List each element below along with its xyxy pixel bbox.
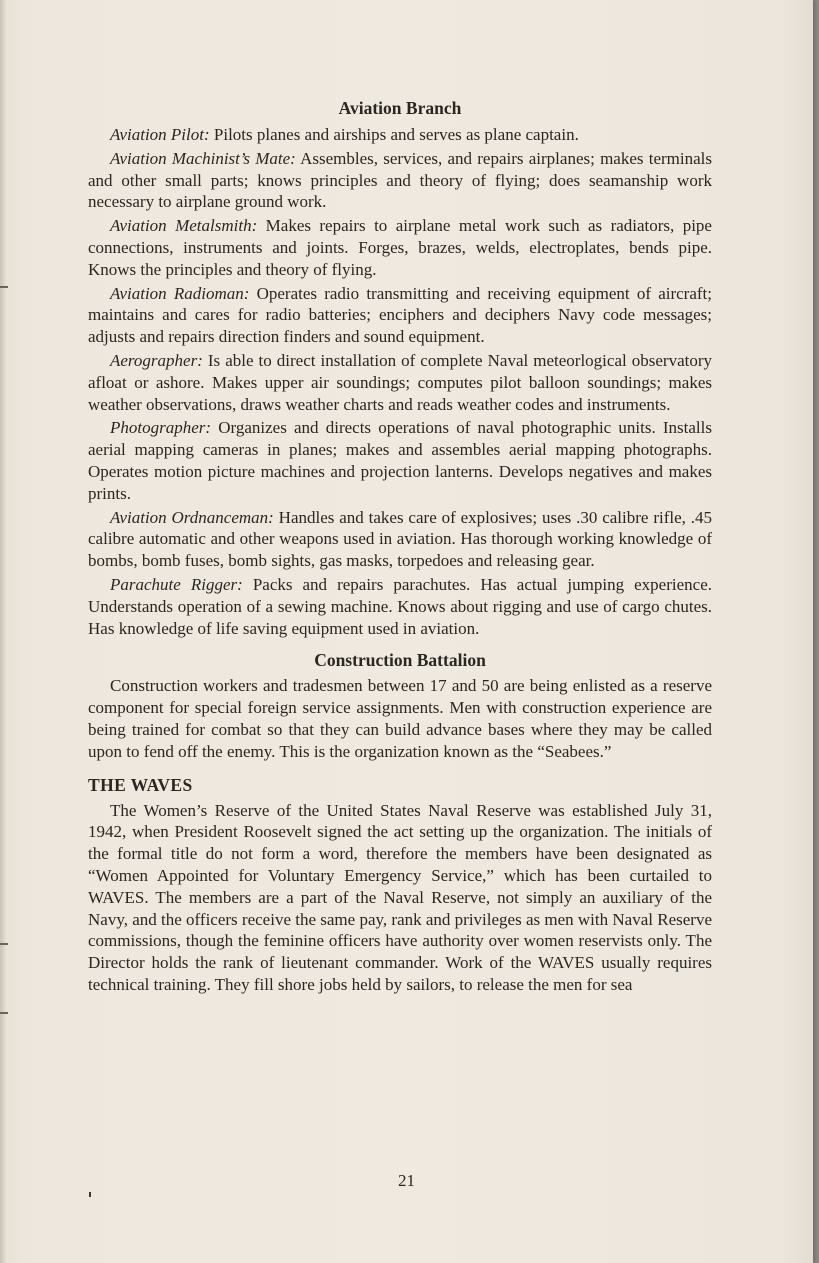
entry-term: Aviation Ordnanceman: [110,507,274,527]
entry-aviation-radioman [88,283,712,348]
entry-text: Handles and takes care of explosives; uses .30 calibre rifle, .45 calibre automatic and other weapons used in aviation. Has thorough working knowledge of bombs, bomb fuses, bomb sights, gas masks, torpedoes and releasing gear. [88,507,712,571]
entry-text: Assembles, services, and repairs airplanes; makes terminals and other small parts; knows principles and theory of flying; does seamanship work necessary to airplane ground work. [88,148,712,212]
entry-text: Is able to direct installation of complete Naval meteorlogical observatory afloat or ashore. Makes upper air soundings; computes pilot balloon soundings; makes weather observations, draws weather charts and reads weather codes and instruments. [88,350,712,414]
entry-aviation-metalsmith [88,215,712,280]
entry-text: Packs and repairs parachutes. Has actual jumping experience. Understands operation of a sewing machine. Knows about rigging and use of cargo chutes. Has knowledge of life saving equipment used in aviation. [88,574,712,638]
entry-term: Aviation Radioman: [110,283,250,303]
entry-text: Pilots planes and airships and serves as plane captain. [209,125,579,144]
entry-term: Aviation Metalsmith: [110,216,258,236]
entry-text: Makes repairs to airplane metal work such as radiators, pipe connections, instruments and joints. Forges, brazes, welds, electroplates, bends pipe. Knows the principles and theory of flying. [88,216,712,279]
entry-aviation-ordnanceman [88,507,712,572]
staple-mark-lower [0,1012,8,1014]
entry-text: Organizes and directs operations of naval photographic units. Installs aerial mapping cameras in planes; makes and assembles aerial mapping photographs. Operates motion picture machines and projection lanterns. Develops negatives and makes prints. [88,418,712,503]
entry-aviation-pilot [88,124,712,146]
entry-text: Operates radio transmitting and receiving equipment of aircraft; maintains and cares for radio batteries; enciphers and deciphers Navy code messages; adjusts and repairs direction finders and sound equipment. [88,283,712,347]
binding-edge [0,0,6,1263]
page-number: 21 [398,1171,415,1190]
entry-term: Parachute Rigger: [110,574,243,594]
entry-term: Aviation Machinist’s Mate: [110,148,296,168]
aviation-branch-heading: Aviation Branch [338,98,462,118]
entry-parachute-rigger [88,574,712,639]
entry-term: Photographer: [110,418,212,438]
entry-term: Aviation Pilot: [110,125,210,144]
construction-battalion-heading: Construction Battalion [314,650,486,671]
entry-aerographer [88,350,712,415]
page-content [88,96,712,998]
entry-aviation-machinists-mate [88,148,712,213]
construction-paragraph: Construction workers and tradesmen between 17 and 50 are being enlisted as a reserve component for special foreign service assignments. Men with construction experience are being trained for combat so that they can build advance bases where they may be called upon to fend off the enemy. This is the organization known as the “Seabees.” [88,676,712,761]
entry-term: Aerographer: [110,350,203,370]
staple-mark-top [0,286,8,288]
ink-speck [89,1192,91,1197]
staple-mark-bottom [0,943,8,945]
waves-paragraph: The Women’s Reserve of the United States Naval Reserve was established July 31, 1942, when President Roosevelt signed the act setting up the organization. The initials of the formal title do not form a word, therefore the members have been designated as “Women Appointed for Voluntary Emergency Service,” which has been curtailed to WAVES. The members are a part of the Naval Reserve, not simply an auxiliary of the Navy, and the officers receive the same pay, rank and privileges as men with Naval Reserve commissions, though the feminine officers have authority over women reservists only. The Director holds the rank of lieutenant commander. Work of the WAVES usually requires technical training. They fill shore jobs held by sailors, to release the men for sea [88,800,712,994]
entry-photographer [88,417,712,504]
waves-heading: THE WAVES [88,774,193,795]
